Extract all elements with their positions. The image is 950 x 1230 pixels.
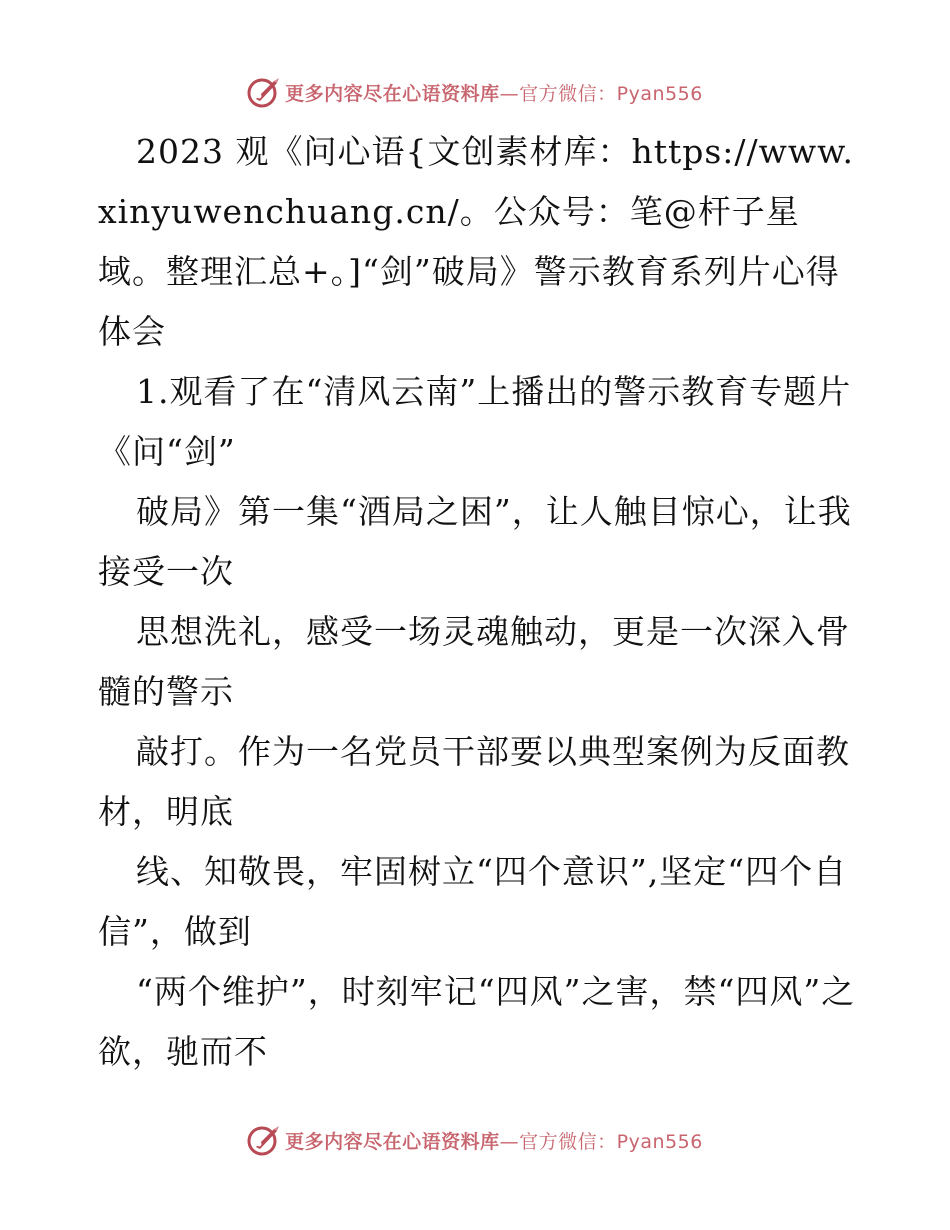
feather-pen-logo-icon [247,1123,281,1157]
document-paragraph: “两个维护”，时刻牢记“四风”之害，禁“四风”之欲，驰而不 [98,972,856,1071]
document-paragraph: 思想洗礼，感受一场灵魂触动，更是一次深入骨髓的警示 [98,612,850,711]
document-body [98,122,858,1082]
header-banner-text: 更多内容尽在心语资料库—官方微信：Pyan556 [285,82,703,105]
footer-watermark-banner [0,1120,950,1160]
header-watermark-banner [0,72,950,112]
document-paragraph: 破局》第一集“酒局之困”，让人触目惊心，让我接受一次 [98,492,852,591]
document-paragraph: 1.观看了在“清风云南”上播出的警示教育专题片《问“剑” [98,372,852,471]
document-paragraph-title: 2023 观《问心语{文创素材库：https://www.xinyuwenchuang.cn/。公众号：笔@杆子星域。整理汇总+。]“剑”破局》警示教育系列片心得体会 [98,132,854,351]
document-paragraph: 线、知敬畏，牢固树立“四个意识”,坚定“四个自信”，做到 [98,852,848,951]
footer-banner-text: 更多内容尽在心语资料库—官方微信：Pyan556 [285,1130,703,1153]
feather-pen-logo-icon [247,75,281,109]
document-paragraph: 敲打。作为一名党员干部要以典型案例为反面教材，明底 [98,732,850,831]
